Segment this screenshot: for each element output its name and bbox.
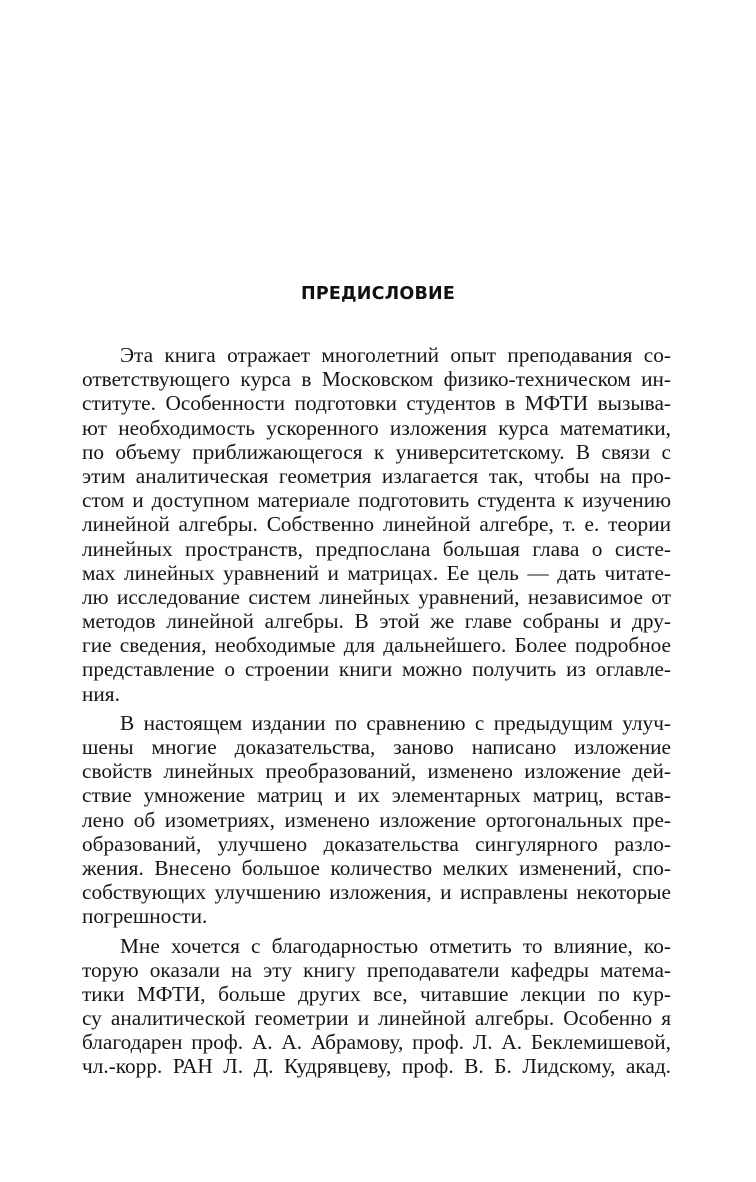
text-line: благодарен проф. А. А. Абрамову, проф. Л. А. Беклемишевой,: [82, 1030, 671, 1055]
text-line: свойств линейных преобразований, изменено изложение дей-: [82, 759, 671, 784]
text-line: гие сведения, необходимые для дальнейшего. Более подробное: [82, 633, 671, 658]
paragraph-3: [82, 934, 671, 1079]
text-line: торую оказали на эту книгу преподаватели кафедры матема-: [82, 957, 671, 982]
text-line: ствие умножение матриц и их элементарных матриц, встав-: [82, 783, 671, 808]
text-line: Эта книга отражает многолетний опыт преподавания со-: [120, 343, 671, 367]
text-line: стом и доступном материале подготовить студента к изучению: [82, 488, 671, 513]
text-line: представление о строении книги можно получить из оглавле-: [82, 657, 671, 682]
text-line: собствующих улучшению изложения, и исправлены некоторые: [82, 880, 671, 905]
text-line: погрешности.: [82, 904, 208, 929]
text-line: лю исследование систем линейных уравнений, независимое от: [82, 584, 671, 609]
text-line: этим аналитическая геометрия излагается так, чтобы на про-: [82, 463, 671, 488]
text-line: Мне хочется с благодарностью отметить то влияние, ко-: [120, 933, 671, 958]
text-line: образований, улучшено доказательства сингулярного разло-: [82, 831, 671, 856]
paragraph-2: [82, 711, 671, 929]
text-line: мах линейных уравнений и матрицах. Ее цель — дать читате-: [82, 560, 671, 585]
text-line: линейных пространств, предпослана большая глава о систе-: [82, 536, 671, 561]
text-line: жения. Внесено большое количество мелких изменений, спо-: [82, 855, 671, 880]
text-line: В настоящем издании по сравнению с предыдущим улуч-: [120, 710, 671, 735]
text-line: ют необходимость ускоренного изложения курса математики,: [82, 415, 671, 440]
text-line: ответствующего курса в Московском физико-техническом ин-: [82, 367, 671, 392]
text-line: по объему приближающегося к университетскому. В связи с: [82, 439, 671, 464]
text-line: методов линейной алгебры. В этой же главе собраны и дру-: [82, 609, 671, 634]
text-line: лено об изометриях, изменено изложение ортогональных пре-: [82, 807, 671, 832]
text-line: ституте. Особенности подготовки студентов в МФТИ вызыва-: [82, 391, 671, 416]
paragraph-1: [82, 343, 671, 706]
text-line: ния.: [82, 681, 120, 706]
page-title: ПРЕДИСЛОВИЕ: [300, 284, 456, 304]
text-line: су аналитической геометрии и линейной алгебры. Особенно я: [82, 1006, 671, 1031]
text-line: линейной алгебры. Собственно линейной алгебре, т. е. теории: [82, 512, 671, 537]
preface-body: [82, 343, 671, 1079]
text-line: тики МФТИ, больше других все, читавшие лекции по кур-: [82, 981, 671, 1006]
text-line: шены многие доказательства, заново написано изложение: [82, 735, 671, 759]
text-line: чл.-корр. РАН Л. Д. Кудрявцеву, проф. В. Б. Лидскому, акад.: [82, 1054, 671, 1079]
